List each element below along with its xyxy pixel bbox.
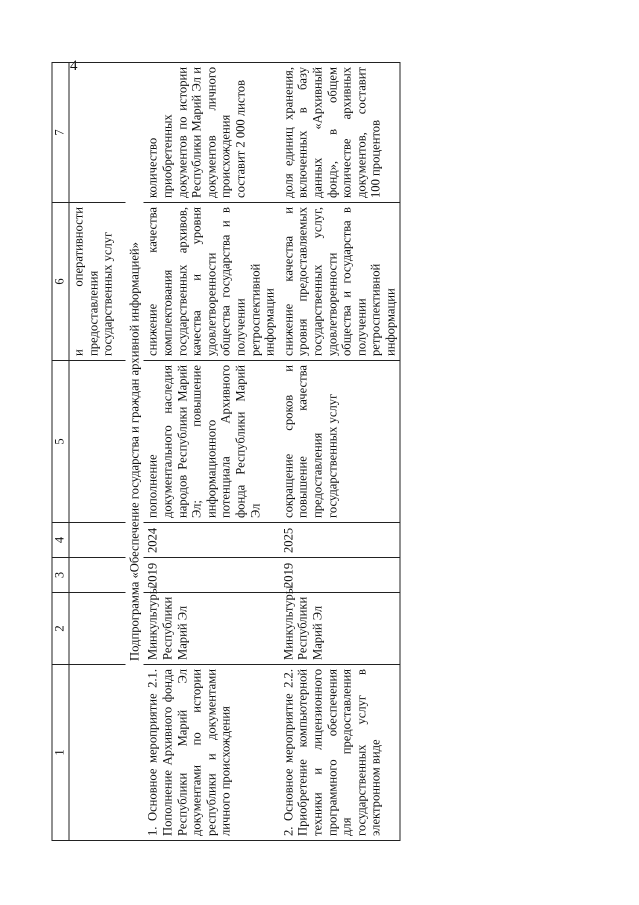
continuation-row [69, 63, 125, 841]
start-year-cell: 2019 [144, 558, 279, 593]
column-number-5: 5 [52, 361, 69, 523]
page-number: 4 [70, 58, 78, 74]
table-row [144, 63, 279, 841]
program-activities-table [52, 62, 401, 841]
executor-cell: Минкультуры Республики Марий Эл [279, 593, 400, 665]
column-number-1: 1 [52, 665, 69, 841]
expected-result-cell: сокращение сроков и повышение качества предоставления государственных услуг [279, 361, 400, 523]
end-year-cell: 2024 [144, 523, 279, 558]
subprogram-row [125, 63, 144, 841]
table-row [279, 63, 400, 841]
start-year-cell: 2019 [279, 558, 400, 593]
consequences-cell: снижение качества и уровня предоставляемых государственных услуг, удовлетворенности общества и государства в получении ретроспективной информации [279, 203, 400, 361]
column-number-3: 3 [52, 558, 69, 593]
indicator-cell: количество приобретенных документов по истории Республики Марий Эл и документов личного происхождения составит 2 000 листов [144, 63, 279, 203]
column-number-4: 4 [52, 523, 69, 558]
end-year-cell: 2025 [279, 523, 400, 558]
indicator-cell: доля единиц хранения, включенных в базу данных «Архивный фонд», в общем количестве архивных документов, составит 100 процентов [279, 63, 400, 203]
activity-name-cell: 2. Основное мероприятие 2.2. Приобретение компьютерной техники и лицензионного программного обеспечения для предоставления государственных услуг в электронном виде [279, 665, 400, 841]
column-number-2: 2 [52, 593, 69, 665]
rotated-table-wrapper [52, 63, 587, 841]
column-number-7: 7 [52, 63, 69, 203]
column-number-6: 6 [52, 203, 69, 361]
column-number-row [52, 63, 69, 841]
continuation-result-cell: и оперативности предоставления государственных услуг [69, 203, 125, 361]
subprogram-title: Подпрограмма «Обеспечение государства и граждан архивной информацией» [125, 63, 144, 841]
expected-result-cell: пополнение документального наследия народов Республики Марий Эл; повышение информационного потенциала Архивного фонда Республики Марий Эл [144, 361, 279, 523]
activity-name-cell: 1. Основное мероприятие 2.1. Пополнение Архивного фонда Республики Марий Эл документами по истории республики и документами личного происхождения [144, 665, 279, 841]
consequences-cell: снижение качества комплектования государственных архивов, качества и уровня удовлетворенности общества государства и в получении ретроспективной информации [144, 203, 279, 361]
executor-cell: Минкультуры Республики Марий Эл [144, 593, 279, 665]
